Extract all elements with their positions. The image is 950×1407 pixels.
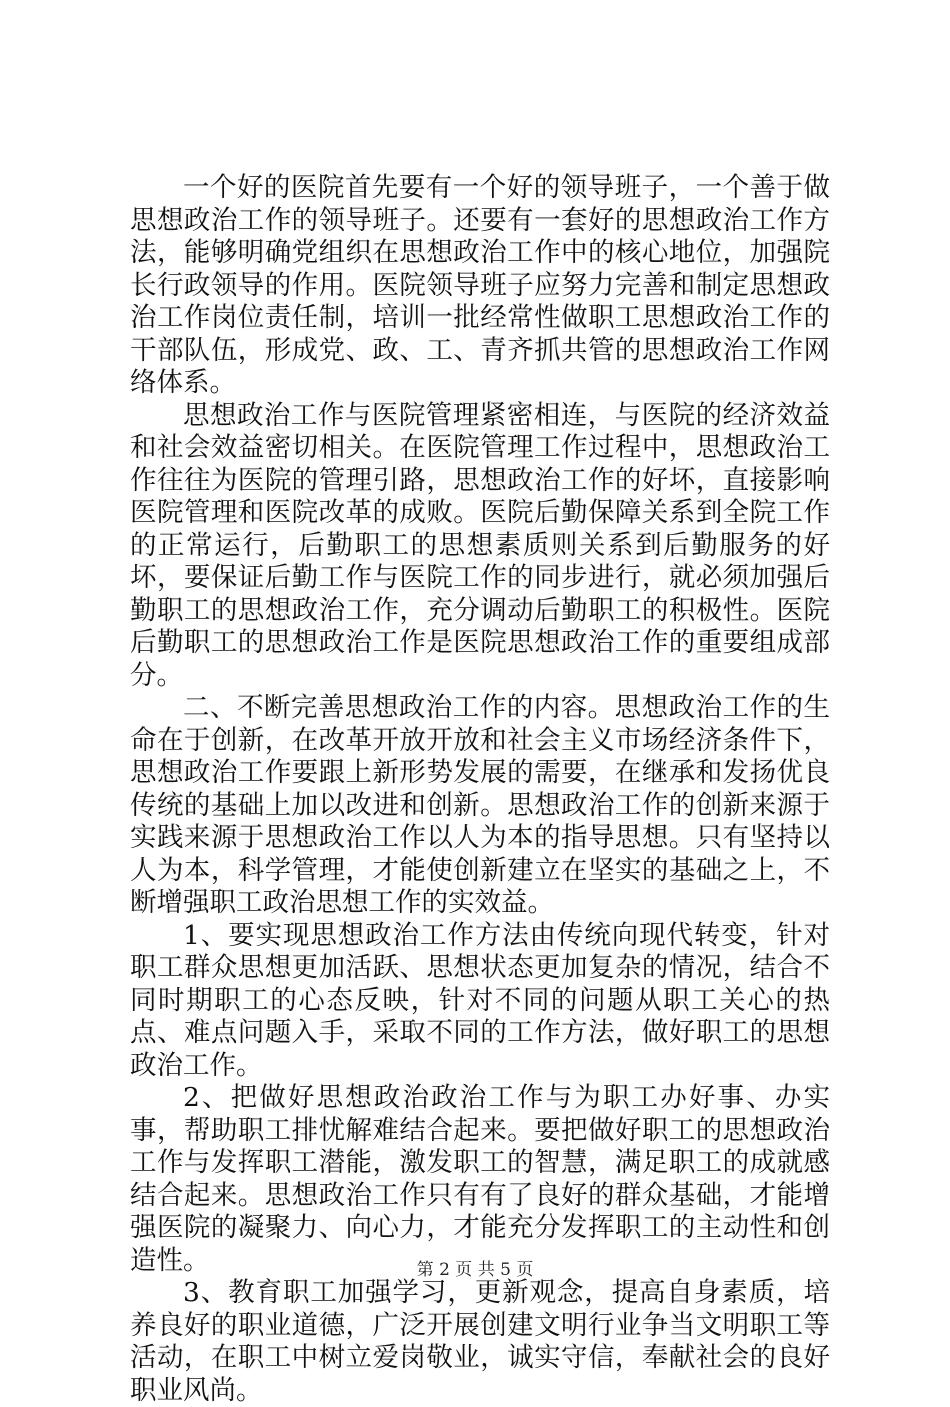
paragraph-item-two: 2、把做好思想政治政治工作与为职工办好事、办实事，帮助职工排忧解难结合起来。要把做好职工的思想政治工作与发挥职工潜能，激发职工的智慧，满足职工的成就感结合起来。思想政治工作只有有了良好的群众基础，才能增强医院的凝聚力、向心力，才能充分发挥职工的主动性和创造性。 <box>130 1082 830 1276</box>
paragraph-item-three: 3、教育职工加强学习，更新观念，提高自身素质，培养良好的职业道德，广泛开展创建文明行业争当文明职工等活动，在职工中树立爱岗敬业，诚实守信，奉献社会的良好职业风尚。 <box>130 1277 830 1406</box>
page-number: 第 2 页 共 5 页 <box>416 1260 534 1280</box>
paragraph-item-one: 1、要实现思想政治工作方法由传统向现代转变，针对职工群众思想更加活跃、思想状态更加复杂的情况，结合不同时期职工的心态反映，针对不同的问题从职工关心的热点、难点问题入手，采取不同的工作方法，做好职工的思想政治工作。 <box>130 919 830 1081</box>
paragraph-section-two: 二、不断完善思想政治工作的内容。思想政治工作的生命在于创新，在改革开放开放和社会主义市场经济条件下，思想政治工作要跟上新形势发展的需要，在继承和发扬优良传统的基础上加以改进和创新。思想政治工作的创新来源于实践来源于思想政治工作以人为本的指导思想。只有坚持以人为本，科学管理，才能使创新建立在坚实的基础之上，不断增强职工政治思想工作的实效益。 <box>130 692 830 918</box>
paragraph-leadership: 一个好的医院首先要有一个好的领导班子，一个善于做思想政治工作的领导班子。还要有一套好的思想政治工作方法，能够明确党组织在思想政治工作中的核心地位，加强院长行政领导的作用。医院领导班子应努力完善和制定思想政治工作岗位责任制，培训一批经常性做职工思想政治工作的干部队伍，形成党、政、工、青齐抓共管的思想政治工作网络体系。 <box>130 172 830 398</box>
paragraph-management: 思想政治工作与医院管理紧密相连，与医院的经济效益和社会效益密切相关。在医院管理工作过程中，思想政治工作往往为医院的管理引路，思想政治工作的好坏，直接影响医院管理和医院改革的成败。医院后勤保障关系到全院工作的正常运行，后勤职工的思想素质则关系到后勤服务的好坏，要保证后勤工作与医院工作的同步进行，就必须加强后勤职工的思想政治工作，充分调动后勤职工的积极性。医院后勤职工的思想政治工作是医院思想政治工作的重要组成部分。 <box>130 399 830 691</box>
document-body <box>130 172 830 1407</box>
